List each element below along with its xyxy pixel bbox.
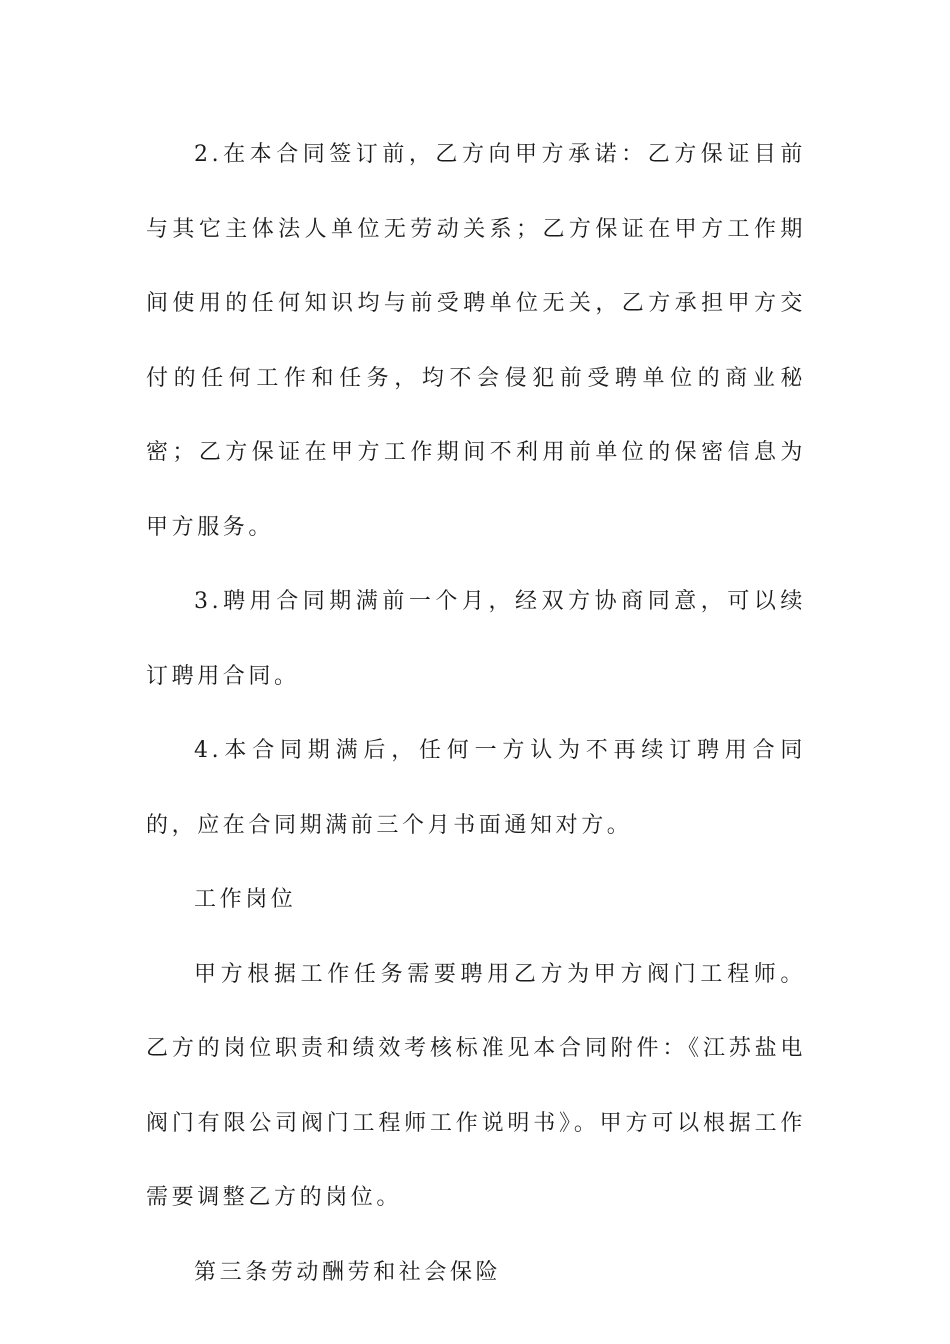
paragraph-job-position: 甲方根据工作任务需要聘用乙方为甲方阀门工程师。乙方的岗位职责和绩效考核标准见本合同附件：《江苏盐电阀门有限公司阀门工程师工作说明书》。甲方可以根据工作需要调整乙方的岗位。 <box>146 961 806 1210</box>
document-body <box>146 118 806 1310</box>
section-heading-article-three: 第三条劳动酬劳和社会保险 <box>194 1259 502 1285</box>
paragraph-contract-renewal: 3.聘用合同期满前一个月，经双方协商同意，可以续订聘用合同。 <box>146 589 806 689</box>
section-heading-job-position: 工作岗位 <box>194 887 297 912</box>
paragraph-prior-employment-commitment: 2.在本合同签订前，乙方向甲方承诺：乙方保证目前与其它主体法人单位无劳动关系；乙方保证在甲方工作期间使用的任何知识均与前受聘单位无关，乙方承担甲方交付的任何工作和任务，均不会侵犯前受聘单位的商业秘密；乙方保证在甲方工作期间不利用前单位的保密信息为甲方服务。 <box>146 142 806 540</box>
paragraph-non-renewal-notice: 4.本合同期满后，任何一方认为不再续订聘用合同的，应在合同期满前三个月书面通知对方。 <box>146 738 806 838</box>
